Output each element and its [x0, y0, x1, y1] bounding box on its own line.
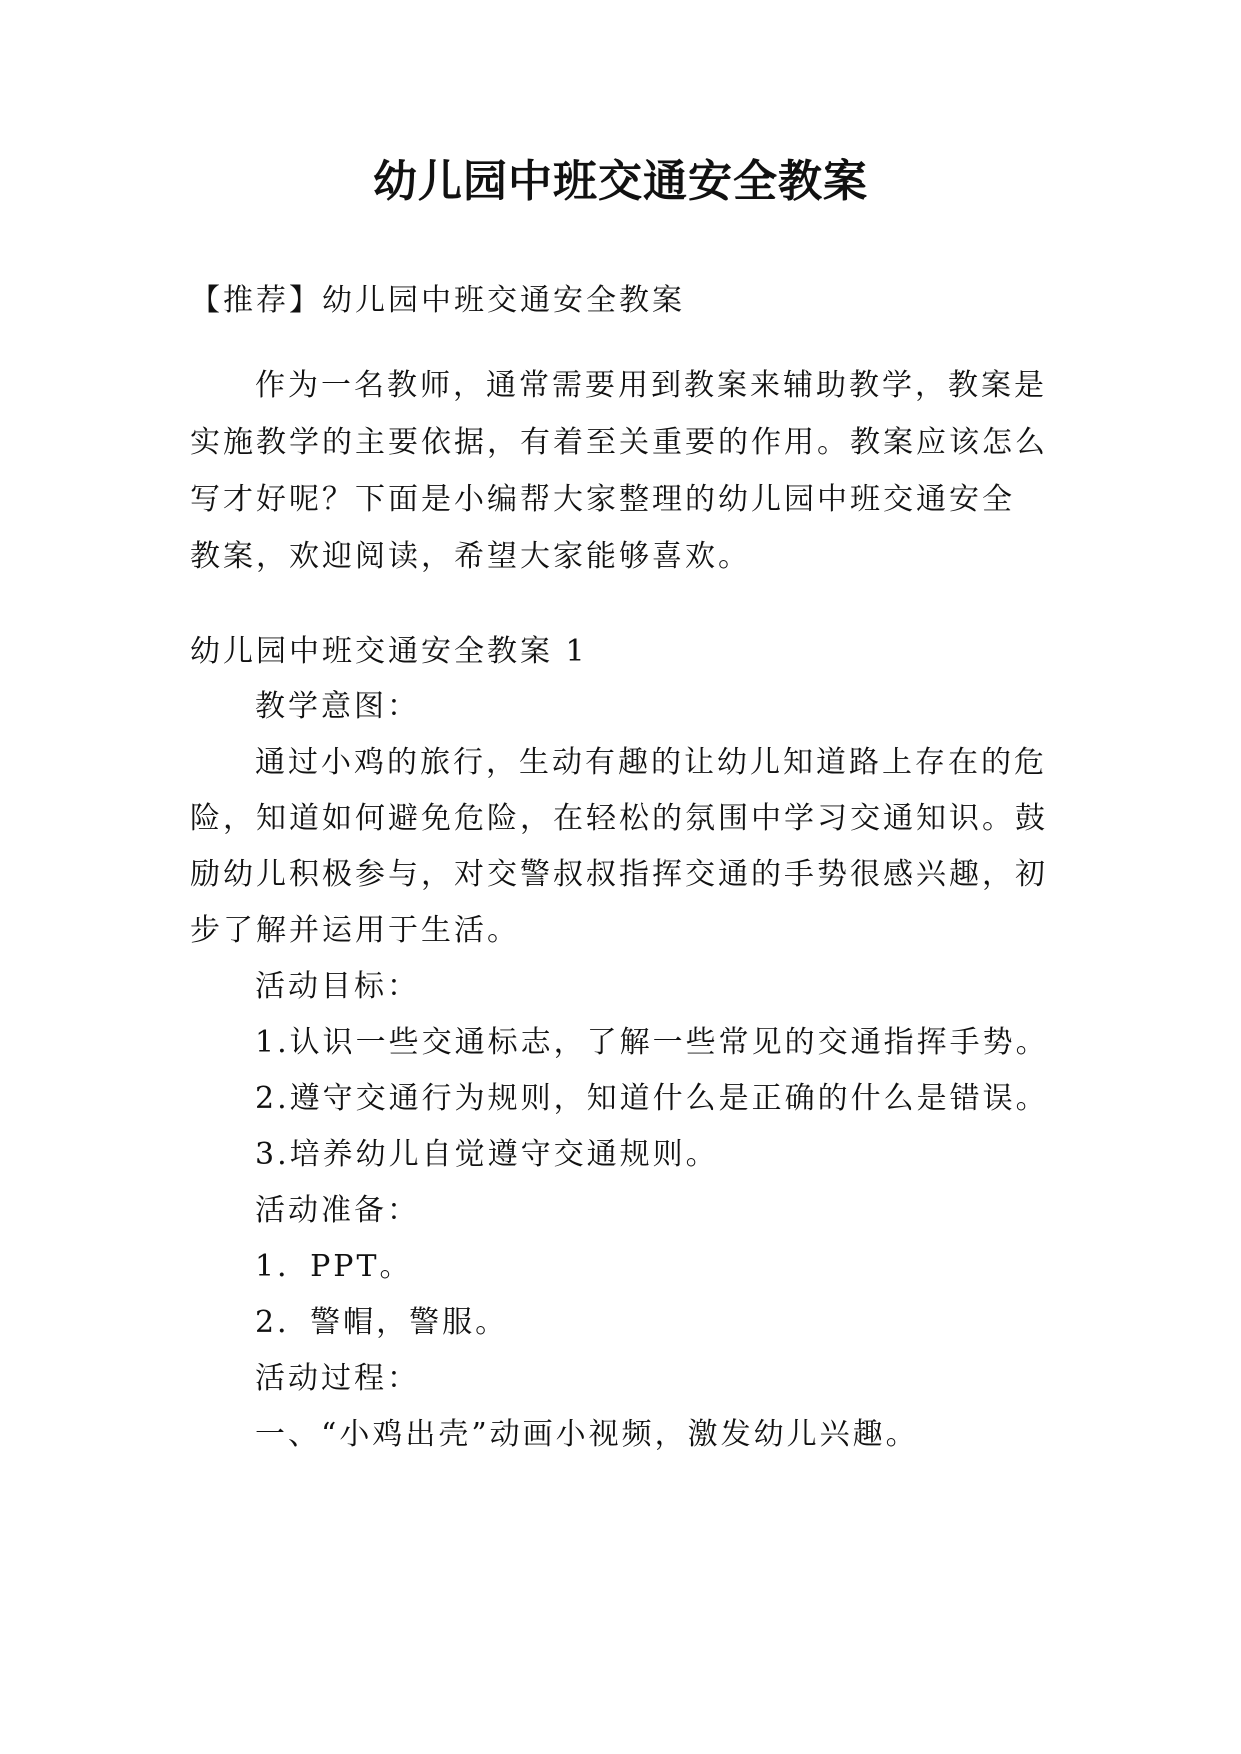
- document-title: 幼儿园中班交通安全教案: [373, 156, 868, 207]
- prep-heading: 活动准备：: [255, 1193, 420, 1228]
- goals-heading: 活动目标：: [255, 969, 420, 1004]
- intro-line: 作为一名教师，通常需要用到教案来辅助教学，教案是: [255, 368, 1047, 403]
- goal-item: 1.认识一些交通标志，了解一些常见的交通指挥手势。: [255, 1025, 1049, 1060]
- process-step: 一、“小鸡出壳”动画小视频，激发幼儿兴趣。: [255, 1417, 919, 1452]
- goal-item: 2.遵守交通行为规则，知道什么是正确的什么是错误。: [255, 1081, 1049, 1116]
- intent-line: 险，知道如何避免危险，在轻松的氛围中学习交通知识。鼓: [190, 801, 1048, 836]
- intent-heading: 教学意图：: [255, 689, 420, 724]
- document-subtitle: 【推荐】幼儿园中班交通安全教案: [190, 283, 685, 318]
- section-title: 幼儿园中班交通安全教案 1: [190, 634, 588, 669]
- process-heading: 活动过程：: [255, 1361, 420, 1396]
- intent-line: 步了解并运用于生活。: [190, 913, 520, 948]
- intent-line: 通过小鸡的旅行，生动有趣的让幼儿知道路上存在的危: [255, 745, 1047, 780]
- intro-line: 教案，欢迎阅读，希望大家能够喜欢。: [190, 539, 751, 574]
- intent-line: 励幼儿积极参与，对交警叔叔指挥交通的手势很感兴趣，初: [190, 857, 1048, 892]
- prep-item: 2．警帽，警服。: [255, 1305, 509, 1340]
- intro-line: 实施教学的主要依据，有着至关重要的作用。教案应该怎么: [190, 425, 1048, 460]
- prep-item: 1．PPT。: [255, 1249, 413, 1284]
- intro-line: 写才好呢？下面是小编帮大家整理的幼儿园中班交通安全: [190, 482, 1015, 517]
- goal-item: 3.培养幼儿自觉遵守交通规则。: [255, 1137, 719, 1172]
